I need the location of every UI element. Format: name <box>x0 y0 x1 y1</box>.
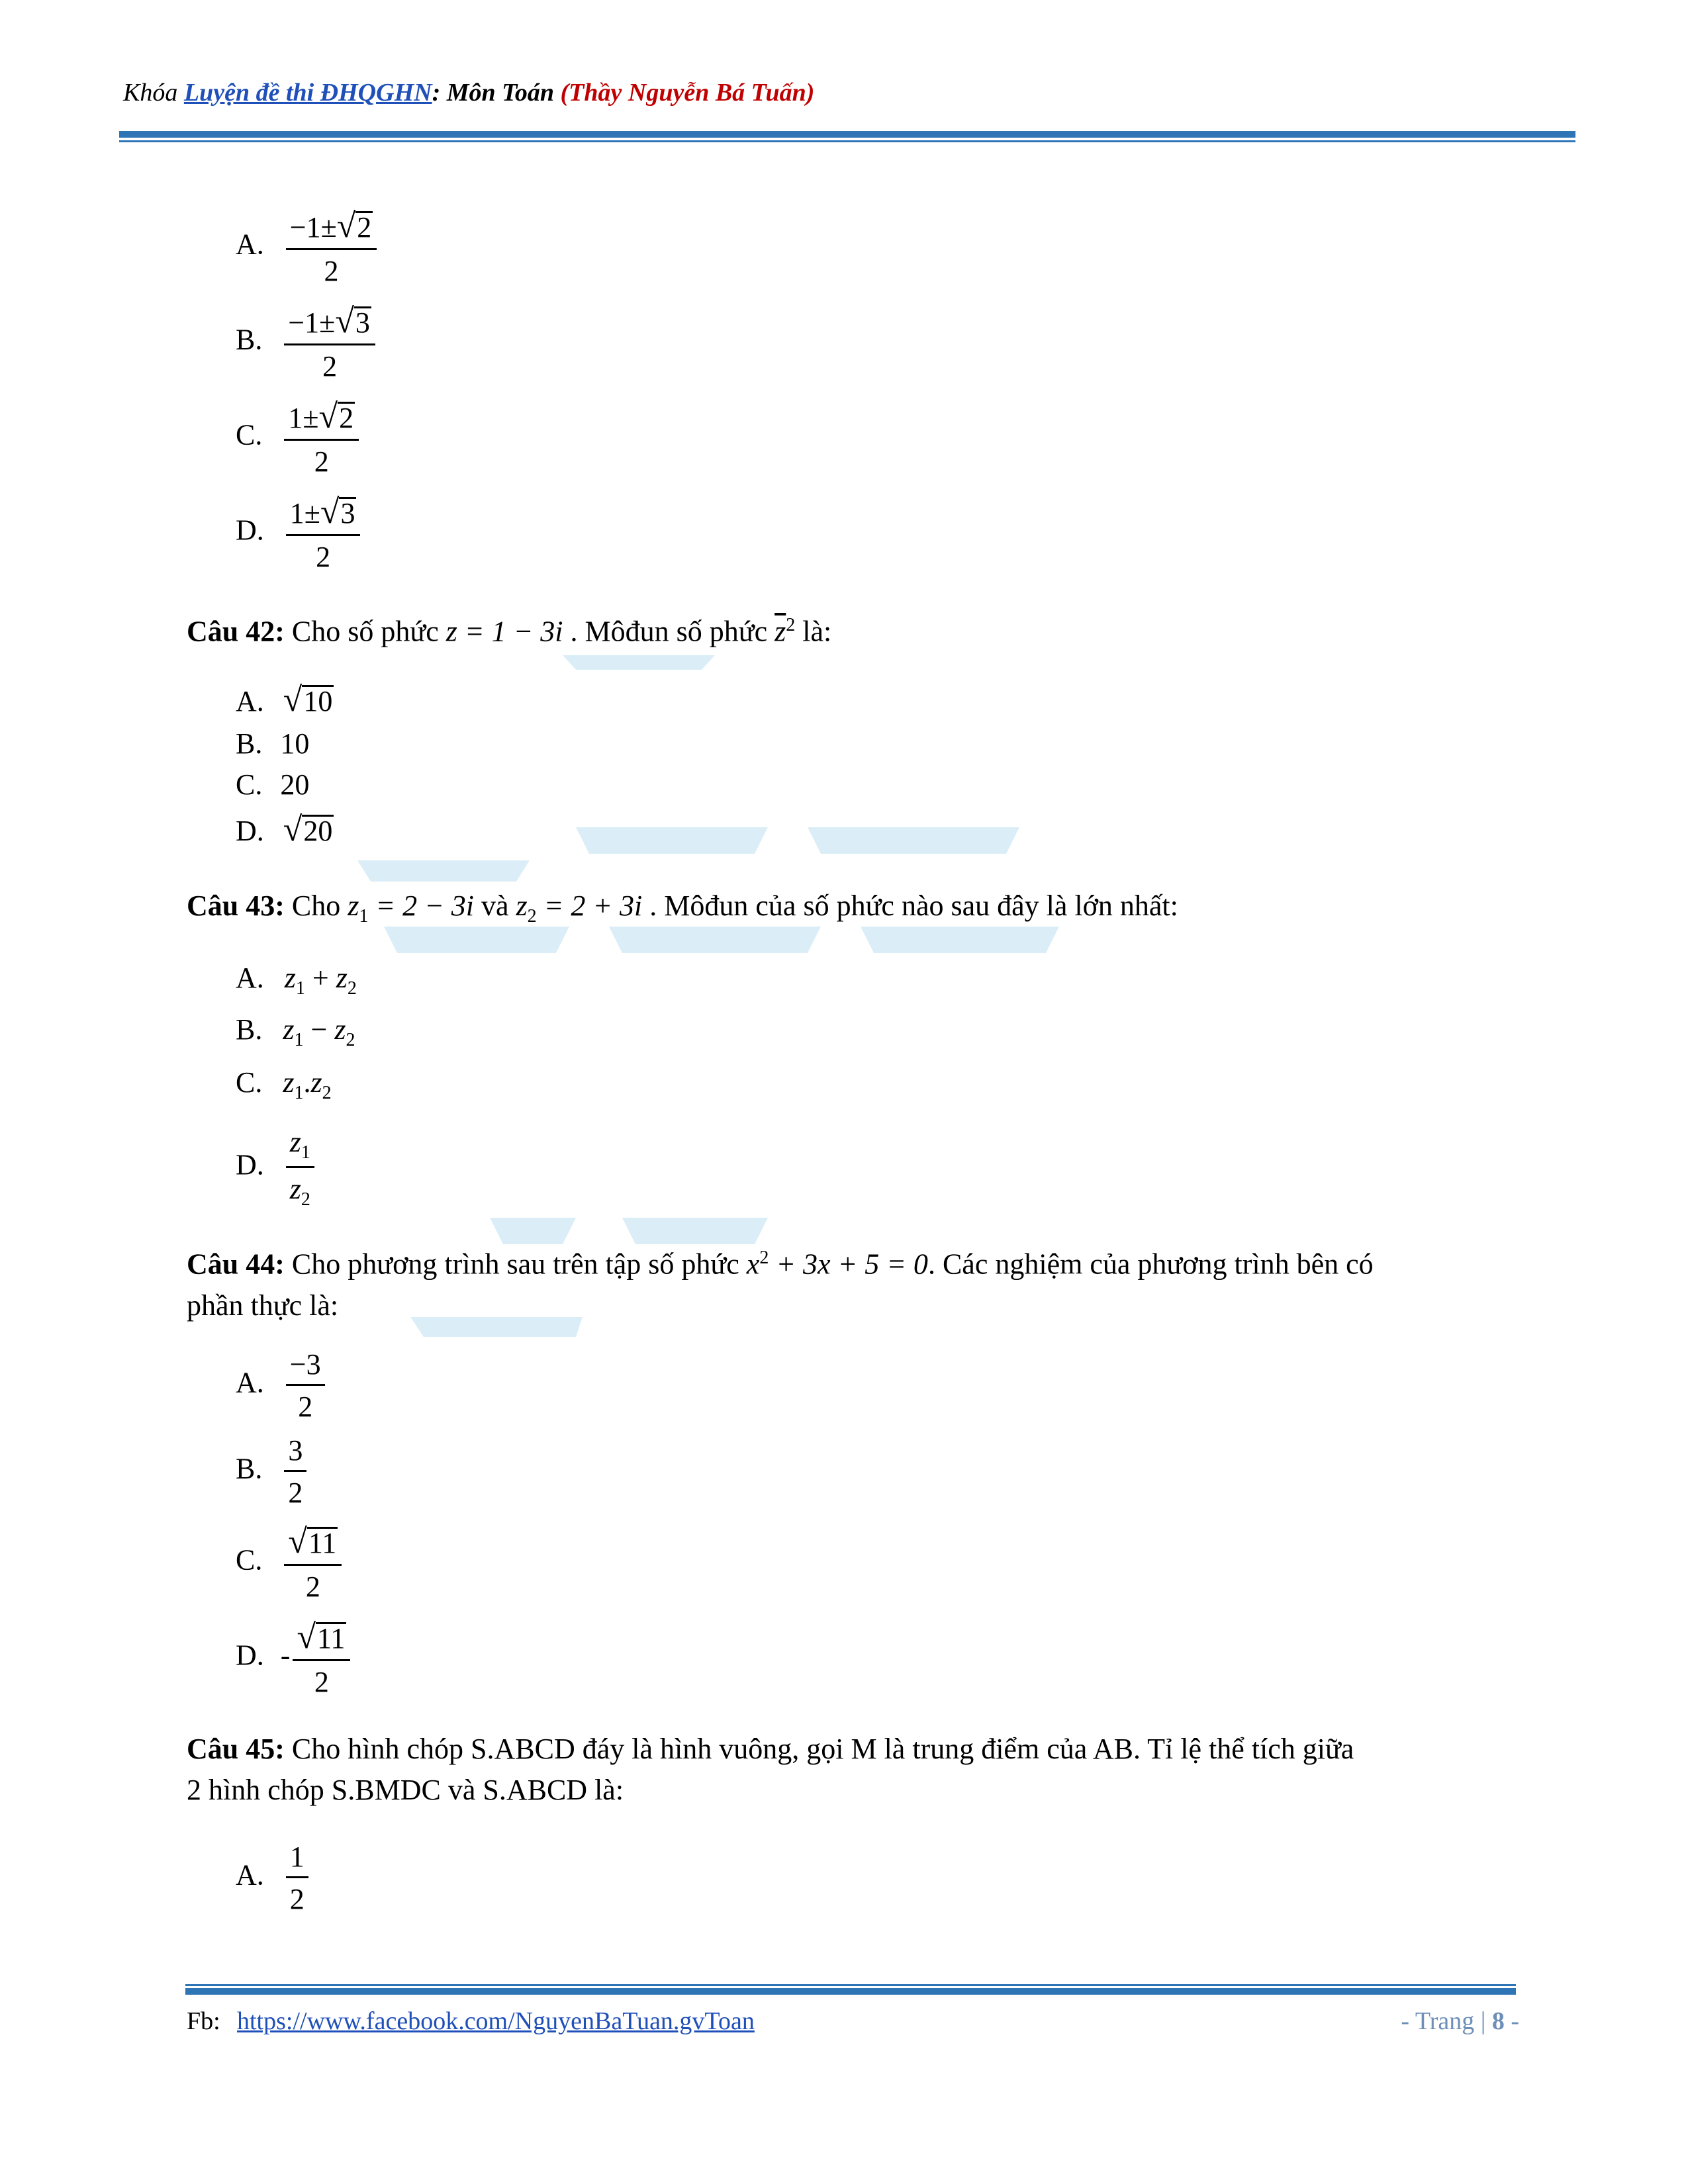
fraction-numerator: 3 <box>284 1433 306 1472</box>
sqrt-icon: √11 <box>288 1523 337 1561</box>
q41-option-a[interactable] <box>236 206 377 288</box>
operator: . <box>303 1066 311 1099</box>
footer-label: Fb: <box>187 2007 220 2035</box>
conjugate-z: $\overline{z}$ <box>774 615 786 648</box>
option-letter: D. <box>236 1148 264 1181</box>
header-rule-thin <box>119 140 1575 142</box>
subscript: 2 <box>346 1029 355 1050</box>
option-letter: C. <box>236 768 263 801</box>
math-var: z <box>289 1126 301 1158</box>
q45-option-a[interactable] <box>236 1840 308 1916</box>
option-letter: D. <box>236 1639 264 1672</box>
option-letter: A. <box>236 685 264 717</box>
option-letter: D. <box>236 514 264 547</box>
option-letter: B. <box>236 727 263 760</box>
question-text: Cho số phức <box>284 615 446 648</box>
math-var: z <box>289 1172 301 1205</box>
header-teacher: (Thầy Nguyễn Bá Tuấn) <box>560 79 815 107</box>
fraction-denominator: 2 <box>314 445 329 478</box>
subscript: 2 <box>527 905 537 927</box>
q44-option-a[interactable] <box>236 1347 325 1424</box>
fraction-numerator: 1 <box>286 1840 308 1878</box>
math-var: z <box>336 962 348 994</box>
sqrt-icon: √20 <box>283 811 333 848</box>
math-var: z <box>516 889 528 922</box>
question-text: . Môđun số phức <box>563 615 775 648</box>
option-letter: D. <box>236 815 264 847</box>
operator: + <box>305 962 336 994</box>
option-letter: C. <box>236 418 263 451</box>
subscript: 2 <box>347 978 357 999</box>
fraction-denominator: 2 <box>324 255 339 287</box>
q44-option-d[interactable] <box>236 1617 350 1699</box>
fraction-numerator: −1± <box>288 306 336 339</box>
q41-option-b[interactable] <box>236 302 375 383</box>
option-value: 10 <box>280 727 310 760</box>
fraction <box>286 1840 308 1916</box>
header-subject: Môn Toán <box>446 79 561 107</box>
q45-stem <box>187 1729 1511 1811</box>
question-label: Câu 42: <box>187 615 285 648</box>
math-expression: = 2 + 3i <box>543 889 643 922</box>
question-label: Câu 45: <box>187 1733 285 1765</box>
fraction <box>284 302 375 383</box>
fraction-denominator: 2 <box>288 1477 303 1509</box>
fraction <box>293 1617 350 1699</box>
radicand: 11 <box>316 1622 346 1655</box>
option-letter: A. <box>236 962 264 994</box>
math-expression: + 3x + 5 = 0 <box>769 1248 928 1281</box>
question-text: Cho <box>284 889 348 922</box>
option-letter: A. <box>236 1366 264 1399</box>
fraction-denominator: 2 <box>289 1883 305 1915</box>
radicand: 11 <box>308 1527 337 1559</box>
page-number <box>1401 2007 1519 2036</box>
q42-stem <box>187 605 1511 653</box>
math-var: z <box>283 1013 295 1046</box>
page-prefix: - Trang | <box>1401 2007 1492 2035</box>
operator: − <box>303 1013 335 1046</box>
sqrt-icon: √10 <box>283 681 333 719</box>
math-var: z <box>348 889 359 922</box>
fraction-denominator: 2 <box>316 541 331 573</box>
subscript: 1 <box>295 978 305 999</box>
math-var: z <box>283 1066 295 1099</box>
q42-option-b[interactable] <box>236 727 309 760</box>
radicand: 10 <box>303 685 333 717</box>
q42-option-a[interactable] <box>236 680 334 719</box>
page-number-value: 8 <box>1491 2007 1505 2035</box>
option-letter: B. <box>236 1452 263 1485</box>
fraction-numerator: −3 <box>286 1347 325 1386</box>
fraction-numerator: 1± <box>289 497 320 529</box>
fraction-denominator: 2 <box>305 1570 320 1603</box>
question-text: Cho phương trình sau trên tập số phức <box>284 1248 747 1281</box>
option-letter: B. <box>236 1013 263 1046</box>
radicand: 3 <box>340 497 355 529</box>
math-var: z <box>334 1013 346 1046</box>
option-value: 20 <box>280 768 310 801</box>
subscript: 1 <box>294 1029 304 1050</box>
page-header <box>123 78 814 107</box>
subscript: 1 <box>301 1142 310 1163</box>
q42-option-d[interactable] <box>236 810 334 849</box>
sqrt-icon: √3 <box>320 493 355 531</box>
question-label: Câu 44: <box>187 1248 285 1281</box>
question-text: Cho hình chóp S.ABCD đáy là hình vuông, gọi M là trung điểm của AB. Tỉ lệ thể tích giữa <box>284 1733 1354 1765</box>
radicand: 3 <box>355 306 370 339</box>
fraction <box>284 397 359 478</box>
question-text: . Môđun của số phức nào sau đây là lớn nhất: <box>642 889 1178 922</box>
math-var: z <box>310 1066 322 1099</box>
q43-option-d[interactable] <box>236 1125 314 1210</box>
subscript: 1 <box>294 1082 304 1103</box>
fraction <box>286 492 361 574</box>
page-suffix: - <box>1504 2007 1519 2035</box>
sqrt-icon: √3 <box>335 302 370 340</box>
q44-option-c[interactable] <box>236 1522 342 1604</box>
question-text: phần thực là: <box>187 1289 339 1322</box>
fraction <box>284 1433 306 1510</box>
subscript: 2 <box>301 1189 310 1210</box>
radicand: 20 <box>303 815 333 847</box>
fraction <box>286 206 377 288</box>
subscript: 2 <box>322 1082 332 1103</box>
fraction-denominator: 2 <box>314 1666 329 1698</box>
header-rule-thick <box>119 131 1575 138</box>
sqrt-icon: √11 <box>297 1618 346 1656</box>
fraction-numerator: 1± <box>288 402 319 434</box>
sqrt-icon: √2 <box>318 398 354 435</box>
header-colon: : <box>432 79 447 107</box>
subscript: 1 <box>359 905 369 927</box>
fraction-denominator: 2 <box>322 350 338 383</box>
math-expression: z = 1 − 3i <box>445 615 563 648</box>
question-text: và <box>474 889 516 922</box>
q44-option-b[interactable] <box>236 1433 306 1510</box>
radicand: 2 <box>339 402 354 434</box>
option-letter: C. <box>236 1543 263 1576</box>
q43-option-b[interactable] <box>236 1013 355 1051</box>
q41-option-c[interactable] <box>236 397 359 478</box>
option-letter: A. <box>236 1858 264 1891</box>
fraction-denominator: 2 <box>298 1390 313 1423</box>
fraction <box>286 1125 314 1210</box>
fraction-numerator: −1± <box>289 211 337 244</box>
sqrt-icon: √2 <box>336 207 372 245</box>
math-var: x <box>746 1248 760 1281</box>
course-link[interactable]: Luyện đề thi ĐHQGHN <box>183 79 432 107</box>
fraction <box>286 1347 325 1424</box>
option-letter: A. <box>236 228 264 261</box>
minus-sign: - <box>280 1639 291 1672</box>
q44-stem <box>187 1238 1511 1326</box>
radicand: 2 <box>357 211 372 244</box>
exponent: 2 <box>786 615 796 635</box>
facebook-link[interactable]: https://www.facebook.com/NguyenBaTuan.gvToan <box>237 2007 755 2035</box>
question-label: Câu 43: <box>187 889 285 922</box>
option-letter: C. <box>236 1066 263 1099</box>
q41-option-d[interactable] <box>236 492 360 574</box>
option-letter: B. <box>236 323 263 356</box>
q42-option-c[interactable] <box>236 768 309 801</box>
exponent: 2 <box>759 1248 769 1268</box>
math-expression: = 2 − 3i <box>375 889 474 922</box>
q43-option-a[interactable] <box>236 961 357 999</box>
q43-stem <box>187 886 1511 937</box>
header-prefix: Khóa <box>123 79 184 107</box>
math-var: z <box>284 962 296 994</box>
question-text: . Các nghiệm của phương trình bên có <box>927 1248 1374 1281</box>
question-text: 2 hình chóp S.BMDC và S.ABCD là: <box>187 1774 624 1806</box>
q43-option-c[interactable] <box>236 1066 332 1104</box>
fraction <box>284 1522 342 1604</box>
question-text: là: <box>795 615 832 648</box>
footer-rule-thick <box>185 1988 1516 1995</box>
footer-rule-thin <box>185 1984 1516 1986</box>
